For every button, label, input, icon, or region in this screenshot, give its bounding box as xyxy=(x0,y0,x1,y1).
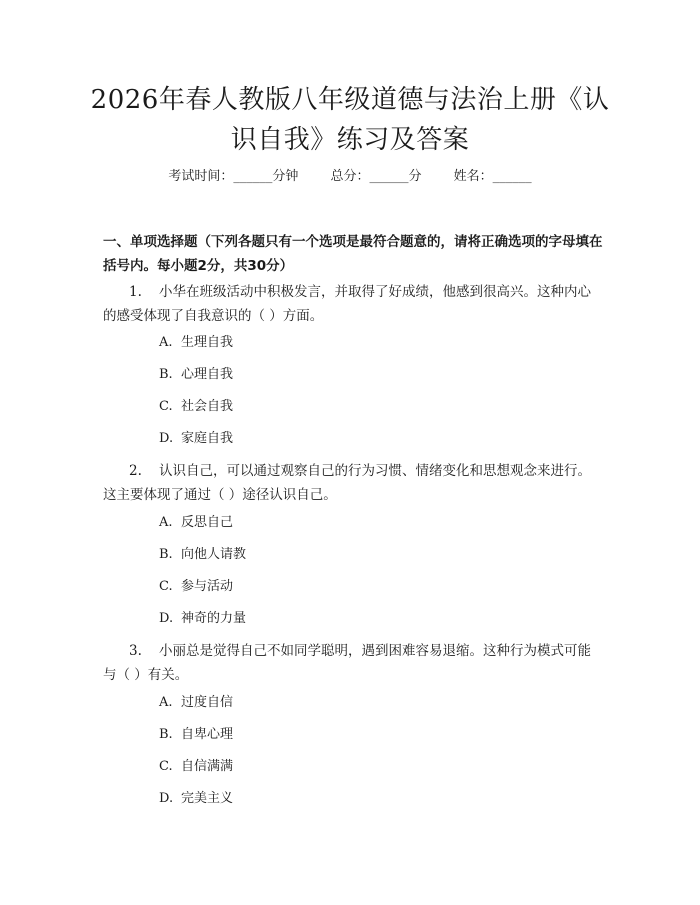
q1-option-b xyxy=(159,365,233,385)
q2-option-c xyxy=(159,577,233,597)
q1-option-d xyxy=(159,429,233,449)
option-letter: B. xyxy=(159,547,173,562)
question-1 xyxy=(103,280,603,328)
option-text: 心理自我 xyxy=(181,367,234,382)
document-title xyxy=(60,80,640,160)
q3-option-d xyxy=(159,789,233,809)
option-text: 过度自信 xyxy=(181,695,234,710)
question-3 xyxy=(103,639,603,687)
question-text: 小华在班级活动中积极发言，并取得了好成绩，他感到很高兴。这种内心的感受体现了自我意识的（ ）方面。 xyxy=(103,284,591,324)
question-text: 小丽总是觉得自己不如同学聪明，遇到困难容易退缩。这种行为模式可能与（ ）有关。 xyxy=(103,643,591,683)
option-letter: A. xyxy=(159,695,173,710)
q3-option-c xyxy=(159,757,233,777)
option-letter: A. xyxy=(159,515,173,530)
exam-score: 总分：______分 xyxy=(330,169,422,184)
option-letter: C. xyxy=(159,399,173,414)
option-letter: D. xyxy=(159,431,174,446)
option-letter: D. xyxy=(159,791,174,806)
title-line-1: 2026年春人教版八年级道德与法治上册《认 xyxy=(90,85,610,115)
option-text: 家庭自我 xyxy=(181,431,234,446)
option-letter: C. xyxy=(159,759,173,774)
q3-option-a xyxy=(159,693,233,713)
title-line-2: 识自我》练习及答案 xyxy=(230,125,470,155)
question-number: 3. xyxy=(129,643,142,659)
q1-option-a xyxy=(159,333,233,353)
option-text: 生理自我 xyxy=(181,335,234,350)
option-text: 神奇的力量 xyxy=(181,611,247,626)
option-text: 完美主义 xyxy=(181,791,234,806)
q3-option-b xyxy=(159,725,233,745)
option-letter: D. xyxy=(159,611,174,626)
option-text: 反思自己 xyxy=(181,515,234,530)
option-text: 社会自我 xyxy=(181,399,234,414)
q2-option-d xyxy=(159,609,246,629)
section-heading: 一、单项选择题（下列各题只有一个选项是最符合题意的，请将正确选项的字母填在括号内。每小题2分，共30分） xyxy=(103,234,603,274)
option-text: 自卑心理 xyxy=(181,727,234,742)
option-letter: C. xyxy=(159,579,173,594)
q2-option-b xyxy=(159,545,246,565)
exam-meta xyxy=(0,168,700,186)
q2-option-a xyxy=(159,513,233,533)
option-letter: A. xyxy=(159,335,173,350)
option-text: 自信满满 xyxy=(181,759,234,774)
exam-time: 考试时间：______分钟 xyxy=(168,169,299,184)
question-number: 1. xyxy=(129,284,142,300)
option-text: 向他人请教 xyxy=(181,547,247,562)
option-text: 参与活动 xyxy=(181,579,234,594)
question-2 xyxy=(103,459,603,507)
q1-option-c xyxy=(159,397,233,417)
question-number: 2. xyxy=(129,463,142,479)
question-text: 认识自己，可以通过观察自己的行为习惯、情绪变化和思想观念来进行。这主要体现了通过（ ）途径认识自己。 xyxy=(103,463,591,503)
option-letter: B. xyxy=(159,727,173,742)
option-letter: B. xyxy=(159,367,173,382)
exam-name: 姓名：______ xyxy=(453,169,532,184)
